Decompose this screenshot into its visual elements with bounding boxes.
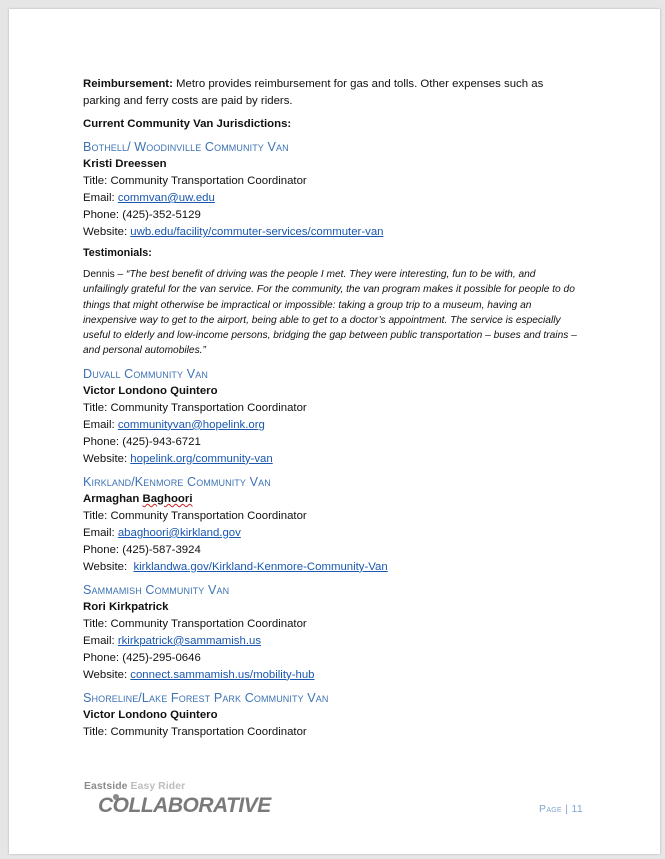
page-content [83, 76, 583, 741]
title-line-sammamish [83, 616, 583, 633]
contact-name-shoreline: Victor Londono Quintero [83, 708, 218, 721]
website-line-duvall [83, 451, 583, 468]
van-heading-shoreline: Shoreline/Lake Forest Park Community Van [83, 690, 329, 705]
title-line-bothell [83, 173, 583, 190]
van-heading-kirkland: Kirkland/Kenmore Community Van [83, 474, 271, 489]
document-page [9, 9, 660, 854]
testimonial-speaker: Dennis – [83, 269, 127, 280]
email-label: Email: [83, 634, 118, 647]
contact-last-name: Baghoori [142, 492, 193, 505]
phone-value: (425)-295-0646 [122, 651, 201, 664]
van-heading-sammamish: Sammamish Community Van [83, 582, 230, 597]
phone-value: (425)-587-3924 [122, 543, 201, 556]
phone-label: Phone: [83, 435, 123, 448]
page-footer [539, 803, 583, 815]
website-label: Website: [83, 226, 131, 238]
title-value: Community Transportation Coordinator [110, 175, 307, 187]
email-line-duvall [83, 417, 583, 434]
title-line-kirkland [83, 508, 583, 525]
website-link-sammamish[interactable]: connect.sammamish.us/mobility-hub [130, 668, 315, 681]
website-link-duvall[interactable]: hopelink.org/community-van [130, 452, 273, 465]
website-line-bothell [83, 224, 583, 241]
website-label: Website: [83, 668, 131, 681]
website-label: Website: [83, 452, 131, 465]
contact-first-name: Armaghan [83, 492, 143, 505]
email-line-sammamish [83, 633, 583, 650]
title-value: Community Transportation Coordinator [110, 725, 307, 738]
website-line-kirkland [83, 559, 583, 576]
collaborative-logo [83, 778, 283, 822]
phone-line-kirkland [83, 542, 583, 559]
van-heading-duvall: Duvall Community Van [83, 366, 208, 381]
contact-name-kirkland [83, 491, 583, 508]
testimonial-quote [83, 267, 583, 359]
phone-line-duvall [83, 434, 583, 451]
phone-label: Phone: [83, 651, 123, 664]
website-label: Website: [83, 560, 134, 573]
website-link-bothell[interactable]: uwb.edu/facility/commuter-services/commuter-van [130, 226, 384, 238]
phone-line-sammamish [83, 650, 583, 667]
reimbursement-paragraph [83, 76, 583, 110]
email-link-bothell[interactable]: commvan@uw.edu [117, 192, 215, 204]
email-line-bothell [83, 190, 583, 207]
title-label: Title: [83, 401, 111, 414]
van-heading-bothell: Bothell/ Woodinville Community Van [83, 140, 289, 154]
logo-wordmark: COLLABORATIVE [98, 794, 271, 817]
logo-easy-rider: Easy Rider [127, 781, 186, 792]
contact-name-bothell: Kristi Dreessen [83, 158, 167, 170]
title-value: Community Transportation Coordinator [110, 617, 307, 630]
email-label: Email: [83, 192, 118, 204]
testimonial-text: “The best benefit of driving was the people I met. They were interesting, fun to be with, and unfailingly grateful for the van service. For the community, the van program makes it possible for people to do things that might otherwise be impractical or impossible: taking a group trip to a museum, having an inexpensive way to get to the airport, being able to get to a doctor’s appointment. The service is especially useful to elderly and low-income persons, bridging the gap between public transportation – buses and trains – and personal automobiles.” [83, 269, 577, 357]
email-label: Email: [83, 526, 118, 539]
title-line-duvall [83, 400, 583, 417]
testimonials-label: Testimonials: [83, 247, 152, 259]
reimbursement-text: Metro provides reimbursement for gas and tolls. Other expenses such as parking and ferry costs are paid by riders. [83, 78, 544, 107]
email-link-kirkland[interactable]: abaghoori@kirkland.gov [117, 526, 241, 539]
page-separator: | [562, 803, 572, 815]
page-number: 11 [571, 803, 583, 815]
title-line-shoreline [83, 724, 583, 741]
website-line-sammamish [83, 667, 583, 684]
contact-name-duvall: Victor Londono Quintero [83, 384, 218, 397]
title-label: Title: [83, 175, 111, 187]
phone-value: (425)-352-5129 [122, 209, 201, 221]
jurisdictions-heading: Current Community Van Jurisdictions: [83, 118, 292, 130]
phone-line-bothell [83, 207, 583, 224]
email-label: Email: [83, 418, 118, 431]
contact-name-sammamish: Rori Kirkpatrick [83, 600, 169, 613]
phone-value: (425)-943-6721 [122, 435, 201, 448]
logo-tagline [84, 781, 185, 792]
title-label: Title: [83, 617, 111, 630]
title-label: Title: [83, 725, 111, 738]
email-link-sammamish[interactable]: rkirkpatrick@sammamish.us [117, 634, 262, 647]
logo-eastside: Eastside [84, 781, 128, 792]
page-label: Page [539, 803, 563, 815]
website-link-kirkland[interactable]: kirklandwa.gov/Kirkland-Kenmore-Community-Van [133, 560, 388, 573]
phone-label: Phone: [83, 209, 123, 221]
phone-label: Phone: [83, 543, 123, 556]
title-value: Community Transportation Coordinator [110, 509, 307, 522]
email-link-duvall[interactable]: communityvan@hopelink.org [117, 418, 265, 431]
email-line-kirkland [83, 525, 583, 542]
reimbursement-label: Reimbursement: [83, 78, 173, 90]
title-label: Title: [83, 509, 111, 522]
title-value: Community Transportation Coordinator [110, 401, 307, 414]
